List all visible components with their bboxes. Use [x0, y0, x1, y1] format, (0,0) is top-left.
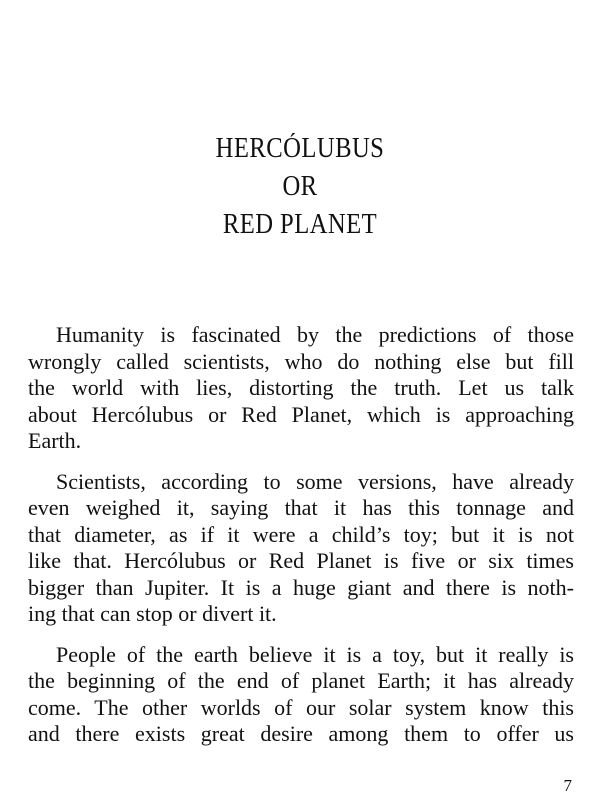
paragraph [28, 322, 574, 455]
text-line: come. The other worlds of our solar system know this [28, 694, 574, 720]
text-line: about Hercólubus or Red Planet, which is approaching [28, 401, 574, 427]
text-line: like that. Hercólubus or Red Planet is five or six times [28, 548, 574, 573]
paragraph [28, 469, 574, 628]
text-line: and there exists great desire among them to offer us [28, 721, 574, 746]
text-line: the beginning of the end of planet Earth; it has already [28, 668, 574, 693]
page-number: 7 [563, 776, 572, 795]
text-line: ing that can stop or divert it. [28, 601, 277, 626]
text-line: that diameter, as if it were a child’s toy; but it is not [28, 521, 574, 547]
text-line: Humanity is fascinated by the predictions of those [56, 322, 574, 347]
body-text [28, 322, 574, 762]
text-line: People of the earth believe it is a toy, but it really is [56, 641, 574, 667]
chapter-title-line: RED PLANET [222, 209, 378, 240]
text-line: Earth. [28, 428, 82, 453]
text-line: wrongly called scientists, who do nothing else but fill [28, 348, 574, 374]
chapter-title [36, 130, 564, 244]
text-line: the world with lies, distorting the truth. Let us talk [28, 375, 574, 400]
text-line: even weighed it, saying that it has this tonnage and [28, 495, 574, 520]
paragraph [28, 642, 574, 748]
chapter-title-line: OR [282, 171, 318, 202]
chapter-title-line: HERCÓLUBUS [215, 133, 385, 164]
text-line: bigger than Jupiter. It is a huge giant and there is noth- [28, 574, 574, 600]
text-line: Scientists, according to some versions, have already [56, 468, 574, 494]
